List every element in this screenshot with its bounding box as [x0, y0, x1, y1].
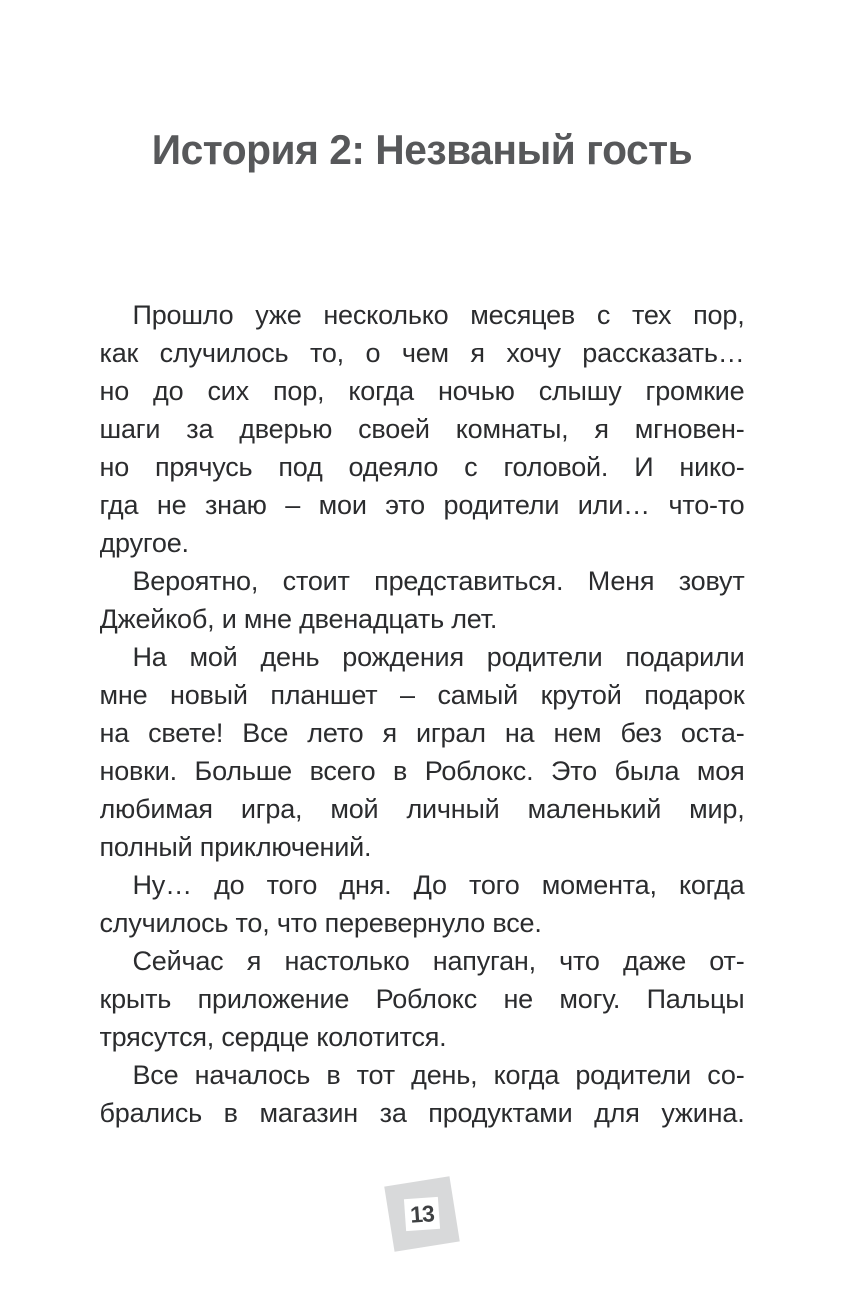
paragraph — [100, 562, 745, 638]
text-line: как случилось то, о чем я хочу рассказать… — [99, 338, 745, 368]
page-number: 13 — [409, 1199, 435, 1228]
text-line: брались в магазин за продуктами для ужина. — [99, 1098, 745, 1128]
paragraph — [100, 1056, 745, 1132]
text-line: Прошло уже несколько месяцев с тех пор, — [132, 300, 745, 330]
text-line: на свете! Все лето я играл на нем без оста- — [99, 718, 745, 748]
text-line: Ну… до того дня. До того момента, когда — [132, 870, 745, 900]
text-line: Все началось в тот день, когда родители со- — [132, 1060, 745, 1090]
text-line: трясутся, сердце колотится. — [99, 1022, 447, 1052]
text-line: но до сих пор, когда ночью слышу громкие — [99, 376, 745, 406]
text-line: шаги за дверью своей комнаты, я мгновен- — [99, 414, 745, 444]
text-line: гда не знаю – мои это родители или… что-то — [99, 490, 745, 520]
text-line: Вероятно, стоит представиться. Меня зовут — [132, 566, 745, 596]
text-line: Джейкоб, и мне двенадцать лет. — [99, 604, 498, 634]
text-line: случилось то, что перевернуло все. — [99, 908, 542, 938]
chapter-title: История 2: Незваный гость — [151, 126, 693, 173]
paragraph — [100, 942, 745, 1056]
text-line: другое. — [99, 528, 189, 558]
text-line: новки. Больше всего в Роблокс. Это была моя — [99, 756, 745, 786]
text-line: На мой день рождения родители подарили — [132, 642, 745, 672]
text-line: Сейчас я настолько напуган, что даже от- — [132, 946, 745, 976]
text-line: любимая игра, мой личный маленький мир, — [99, 794, 745, 824]
page-body — [100, 296, 745, 1132]
paragraph — [100, 296, 745, 562]
text-line: мне новый планшет – самый крутой подарок — [99, 680, 745, 710]
text-line: полный приключений. — [99, 832, 372, 862]
page-number-box — [404, 1197, 440, 1231]
paragraph — [100, 866, 745, 942]
text-line: но прячусь под одеяло с головой. И нико- — [99, 452, 745, 482]
text-line: крыть приложение Роблокс не могу. Пальцы — [99, 984, 745, 1014]
paragraph — [100, 638, 745, 866]
page-number-badge — [384, 1176, 460, 1252]
